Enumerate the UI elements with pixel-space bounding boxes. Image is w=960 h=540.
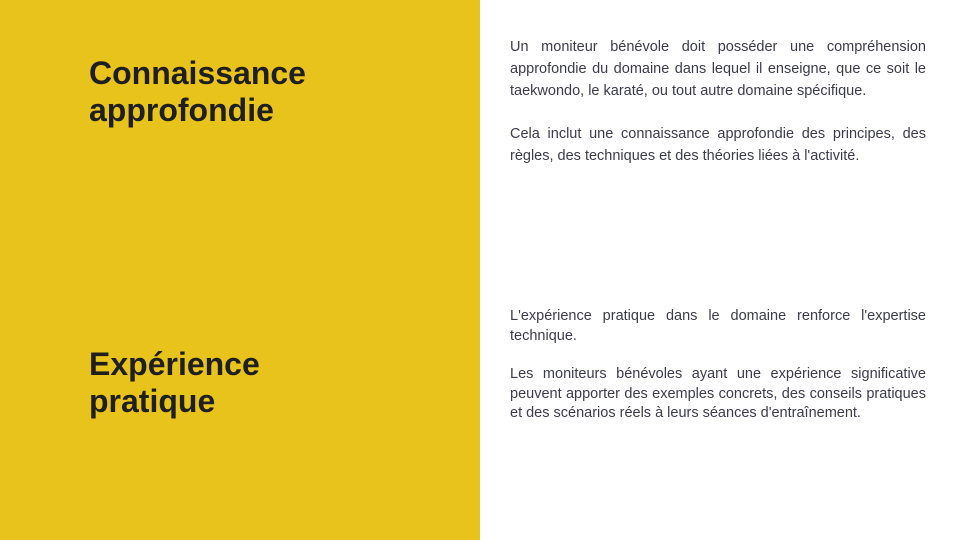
section-heading-experience xyxy=(89,346,459,420)
section-heading-knowledge xyxy=(89,55,459,129)
section-body-knowledge xyxy=(510,36,926,167)
body-paragraph: L'expérience pratique dans le domaine renforce l'expertise technique. xyxy=(510,308,926,344)
heading-line: approfondie xyxy=(89,92,274,128)
body-paragraph: Un moniteur bénévole doit posséder une compréhension approfondie du domaine dans lequel il enseigne, que ce soit le taekwondo, le karaté, ou tout autre domaine spécifique. xyxy=(510,39,926,99)
heading-line: pratique xyxy=(89,383,216,419)
heading-line: Expérience xyxy=(89,346,260,382)
body-paragraph: Cela inclut une connaissance approfondie des principes, des règles, des techniques et des théories liées à l'activité. xyxy=(510,126,926,164)
heading-line: Connaissance xyxy=(89,55,306,91)
body-paragraph: Les moniteurs bénévoles ayant une expérience significative peuvent apporter des exemples concrets, des conseils pratiques et des scénarios réels à leurs séances d'entraînement. xyxy=(510,366,926,421)
section-body-experience xyxy=(510,307,926,424)
